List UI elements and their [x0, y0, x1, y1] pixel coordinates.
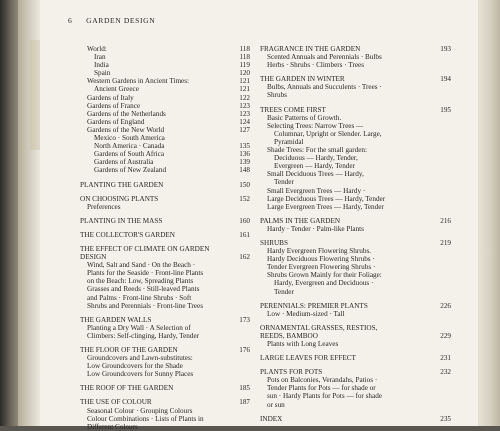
entry-title: LARGE LEAVES FOR EFFECT [260, 354, 356, 363]
contents-entry [80, 362, 250, 370]
contents-entry [260, 162, 455, 170]
contents-entry [260, 195, 455, 203]
entry-page-number: 231 [440, 354, 451, 363]
entry-page-number: 120 [239, 69, 250, 78]
contents-entry [80, 85, 250, 93]
contents-entry [260, 130, 455, 138]
contents-entry [80, 94, 250, 102]
entry-title: Small Deciduous Trees — Hardy, [267, 170, 364, 179]
contents-entry [260, 170, 455, 178]
contents-entry [80, 166, 250, 174]
entry-page-number: 118 [239, 45, 250, 53]
contents-entry [80, 277, 250, 285]
contents-entry [80, 285, 250, 293]
contents-heading [260, 332, 455, 340]
entry-title: Colour Combinations · Lists of Plants in [87, 414, 204, 423]
entry-title: FRAGRANCE IN THE GARDEN [260, 45, 361, 53]
entry-title: sun · Hardy Plants for Pots — for shade [267, 392, 382, 401]
contents-heading [260, 239, 455, 247]
contents-entry [80, 45, 250, 53]
entry-title: Different Colours [87, 422, 138, 431]
entry-page-number: 121 [239, 85, 250, 94]
entry-title: ORNAMENTAL GRASSES, RESTIOS, [260, 323, 378, 332]
entry-title: Climbers: Self-clinging, Hardy, Tender [87, 331, 200, 340]
contents-entry [80, 102, 250, 110]
contents-entry [260, 138, 455, 146]
contents-heading [260, 45, 455, 53]
entry-title: THE COLLECTOR'S GARDEN [80, 230, 175, 239]
entry-title: THE FLOOR OF THE GARDEN [80, 346, 178, 354]
entry-page-number: 226 [440, 301, 451, 310]
entry-page-number: 232 [440, 368, 451, 377]
contents-entry [260, 122, 455, 130]
entry-title: PLANTING THE GARDEN [80, 180, 164, 189]
contents-entry [260, 310, 455, 318]
contents-entry [80, 294, 250, 302]
entry-page-number: 195 [440, 105, 451, 114]
entry-title: Gardens of Italy [87, 93, 134, 102]
entry-page-number: 119 [239, 61, 250, 70]
contents-left-column [80, 45, 250, 431]
contents-heading [80, 316, 250, 324]
entry-page-number: 123 [239, 109, 250, 118]
entry-title: Ancient Greece [94, 85, 139, 94]
entry-page-number: 229 [440, 331, 451, 340]
contents-entry [80, 110, 250, 118]
entry-title: Preferences [87, 202, 121, 211]
entry-title: Hardy, Evergreen and Deciduous · [274, 279, 374, 288]
contents-entry [80, 324, 250, 332]
contents-entry [260, 392, 455, 400]
entry-title: Hardy Deciduous Flowering Shrubs · [267, 255, 375, 264]
entry-page-number: 162 [239, 253, 250, 262]
contents-entry [80, 261, 250, 269]
entry-title: Plants for the Seaside · Front-line Plants [87, 269, 204, 278]
contents-entry [260, 401, 455, 409]
entry-title: DESIGN [80, 253, 107, 262]
contents-entry [260, 178, 455, 186]
entry-page-number: 176 [239, 346, 250, 354]
entry-page-number: 136 [239, 150, 250, 159]
entry-title: PLANTS FOR POTS [260, 368, 323, 377]
entry-title: THE EFFECT OF CLIMATE ON GARDEN [80, 244, 210, 253]
entry-title: North America · Canada [94, 142, 165, 151]
entry-title: Tender [274, 178, 294, 187]
entry-title: Tender Plants for Pots — for shade or [267, 384, 376, 393]
contents-heading [260, 324, 455, 332]
entry-title: PERENNIALS: PREMIER PLANTS [260, 301, 368, 310]
contents-entry [80, 77, 250, 85]
entry-page-number: 139 [239, 158, 250, 167]
entry-page-number: 161 [239, 230, 250, 239]
entry-title: THE GARDEN WALLS [80, 315, 152, 324]
entry-title: SHRUBS [260, 238, 288, 247]
entry-title: Herbs · Shrubs · Climbers · Trees [267, 61, 365, 70]
contents-heading [260, 354, 455, 362]
contents-heading [260, 368, 455, 376]
entry-title: Seasonal Colour · Grouping Colours [87, 406, 193, 415]
entry-title: INDEX [260, 414, 283, 423]
contents-entry [80, 269, 250, 277]
entry-title: Small Evergreen Trees — Hardy · [267, 186, 366, 195]
entry-page-number: 216 [440, 216, 451, 225]
contents-entry [260, 384, 455, 392]
entry-title: Evergreen — Hardy, Tender [274, 162, 355, 171]
entry-title: PLANTING IN THE MASS [80, 216, 163, 225]
contents-entry [260, 225, 455, 233]
entry-page-number: 194 [440, 75, 451, 84]
entry-page-number: 173 [239, 315, 250, 324]
entry-page-number: 193 [440, 45, 451, 53]
entry-title: Gardens of New Zealand [94, 166, 167, 175]
contents-heading [260, 217, 455, 225]
contents-heading [80, 181, 250, 189]
entry-page-number: 123 [239, 101, 250, 110]
contents-entry [260, 203, 455, 211]
contents-heading [80, 245, 250, 253]
entry-title: Low Groundcovers for Sunny Places [87, 370, 194, 379]
entry-page-number: 127 [239, 125, 250, 134]
contents-entry [80, 118, 250, 126]
entry-page-number: 121 [239, 77, 250, 86]
entry-title: Gardens of the New World [87, 125, 165, 134]
contents-entry [80, 354, 250, 362]
contents-heading [80, 346, 250, 354]
entry-title: THE GARDEN IN WINTER [260, 75, 345, 84]
running-header [68, 16, 155, 25]
entry-title: THE ROOF OF THE GARDEN [80, 384, 174, 393]
contents-entry [260, 271, 455, 279]
contents-entry [260, 255, 455, 263]
entry-title: Tender Evergreen Flowering Shrubs · [267, 263, 376, 272]
contents-entry [260, 263, 455, 271]
entry-title: Pots on Balconies, Verandahs, Patios · [267, 376, 378, 385]
contents-entry [80, 142, 250, 150]
contents-entry [260, 288, 455, 296]
entry-title: Plants with Long Leaves [267, 340, 339, 348]
contents-entry [260, 187, 455, 195]
entry-page-number: 122 [239, 93, 250, 102]
contents-entry [260, 114, 455, 122]
contents-heading [260, 106, 455, 114]
entry-title: Columnar, Upright or Slender. Large, [274, 129, 382, 138]
entry-title: Planting a Dry Wall · A Selection of [87, 323, 191, 332]
contents-entry [80, 203, 250, 211]
contents-heading [80, 231, 250, 239]
entry-title: THE USE OF COLOUR [80, 398, 152, 407]
entry-title: Shrubs [267, 91, 287, 100]
contents-heading [260, 75, 455, 83]
entry-title: Basic Patterns of Growth. [267, 113, 342, 122]
contents-entry [80, 332, 250, 340]
entry-page-number: 124 [239, 117, 250, 126]
contents-entry [260, 154, 455, 162]
entry-title: World: [87, 45, 107, 53]
contents-entry [260, 279, 455, 287]
entry-title: Mexico · South America [94, 134, 165, 143]
entry-title: Gardens of South Africa [94, 150, 165, 159]
entry-page-number: 235 [440, 414, 451, 423]
page-edge-shadow [478, 0, 500, 426]
entry-page-number: 150 [239, 180, 250, 189]
entry-title: Low · Medium-sized · Tall [267, 309, 345, 318]
entry-title: Western Gardens in Ancient Times: [87, 77, 190, 86]
entry-page-number: 135 [239, 142, 250, 151]
entry-title: Groundcovers and Lawn-substitutes: [87, 354, 193, 363]
contents-entry [260, 83, 455, 91]
contents-entry [80, 69, 250, 77]
contents-heading [80, 217, 250, 225]
entry-title: Hardy · Tender · Palm-like Plants [267, 224, 364, 233]
contents-entry [80, 415, 250, 423]
entry-title: Gardens of the Netherlands [87, 109, 166, 118]
entry-title: Gardens of England [87, 117, 145, 126]
entry-page-number: 118 [239, 53, 250, 62]
contents-entry [260, 146, 455, 154]
contents-entry [80, 423, 250, 431]
entry-title: PALMS IN THE GARDEN [260, 216, 341, 225]
contents-heading [260, 302, 455, 310]
entry-title: or sun [267, 400, 285, 409]
entry-title: Wind, Salt and Sand · On the Beach · [87, 261, 196, 270]
entry-title: Spain [94, 69, 111, 78]
contents-entry [260, 247, 455, 255]
entry-title: Gardens of France [87, 101, 141, 110]
entry-title: Large Evergreen Trees — Hardy, Tender [267, 202, 384, 211]
contents-entry [80, 134, 250, 142]
entry-page-number: 185 [239, 384, 250, 393]
entry-title: Iran [94, 53, 106, 62]
entry-title: Shrubs and Perennials · Front-line Trees [87, 301, 203, 310]
contents-heading [80, 253, 250, 261]
contents-right-column [260, 45, 455, 423]
entry-title: Grasses and Reeds · Still-leaved Plants [87, 285, 200, 294]
entry-page-number: 219 [440, 238, 451, 247]
contents-heading [80, 384, 250, 392]
entry-title: Low Groundcovers for the Shade [87, 362, 183, 371]
contents-entry [80, 61, 250, 69]
contents-entry [80, 370, 250, 378]
contents-entry [80, 150, 250, 158]
entry-title: Hardy Evergreen Flowering Shrubs. [267, 247, 372, 256]
entry-title: Tender [274, 287, 294, 296]
entry-title: Scented Annuals and Perennials · Bulbs [267, 53, 382, 62]
contents-entry [260, 53, 455, 61]
contents-entry [80, 53, 250, 61]
entry-page-number: 187 [239, 398, 250, 407]
entry-title: Large Deciduous Trees — Hardy, Tender [267, 194, 386, 203]
contents-entry [80, 126, 250, 134]
entry-title: Shrubs Grown Mainly for their Foliage: [267, 271, 382, 280]
contents-entry [260, 61, 455, 69]
entry-title: India [94, 61, 109, 70]
entry-title: REEDS, BAMBOO [260, 331, 318, 340]
contents-entry [80, 158, 250, 166]
entry-page-number: 148 [239, 166, 250, 175]
running-title: GARDEN DESIGN [86, 16, 156, 25]
entry-title: Bulbs, Annuals and Succulents · Trees · [267, 83, 382, 92]
contents-entry [80, 407, 250, 415]
entry-title: Selecting Trees: Narrow Trees — [267, 121, 364, 130]
entry-title: Pyramidal [274, 137, 304, 146]
entry-page-number: 160 [239, 216, 250, 225]
entry-title: TREES COME FIRST [260, 105, 326, 114]
page-number: 6 [68, 16, 72, 25]
entry-title: ON CHOOSING PLANTS [80, 194, 159, 203]
contents-entry [260, 376, 455, 384]
entry-title: Deciduous — Hardy, Tender, [274, 154, 358, 163]
entry-title: on the Beach: Low, Spreading Plants [87, 277, 194, 286]
entry-title: Shade Trees: For the small garden: [267, 146, 368, 155]
contents-heading [260, 415, 455, 423]
entry-title: and Palms · Front-line Shrubs · Soft [87, 293, 192, 302]
contents-entry [260, 91, 455, 99]
contents-heading [80, 195, 250, 203]
facing-page-image-sliver [30, 40, 40, 150]
contents-heading [80, 398, 250, 406]
entry-page-number: 152 [239, 194, 250, 203]
contents-entry [80, 302, 250, 310]
entry-title: Gardens of Australia [94, 158, 154, 167]
contents-entry [260, 340, 455, 348]
